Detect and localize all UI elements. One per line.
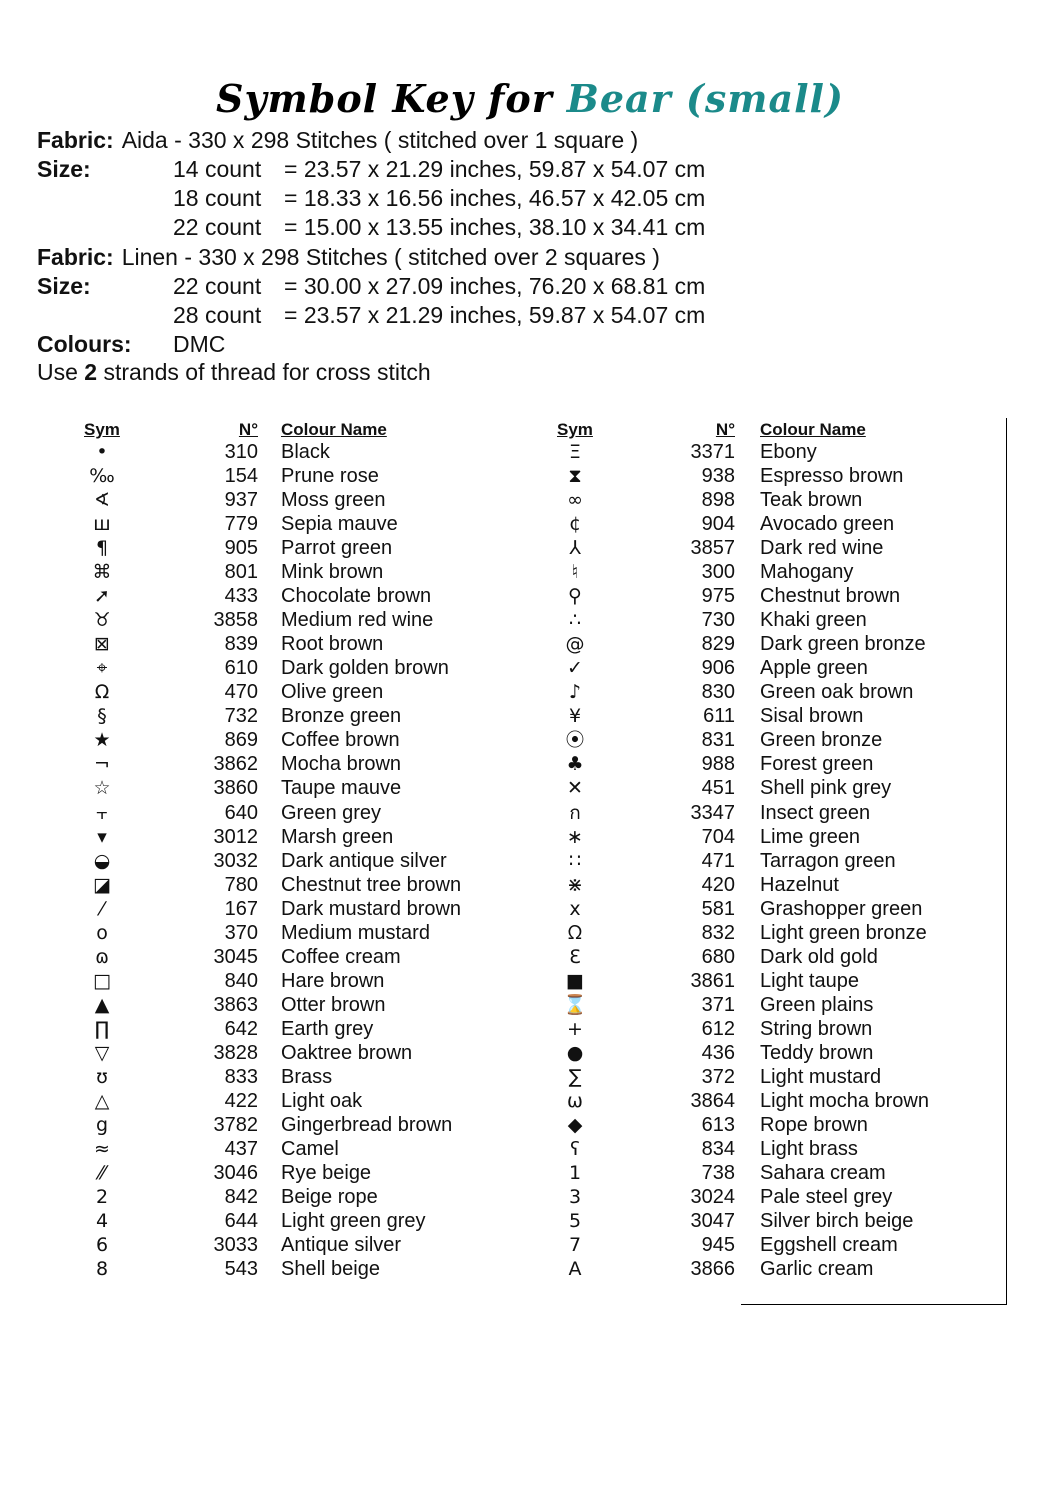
stitch-symbol-icon: ♉ — [93, 609, 111, 632]
stitch-symbol-icon: ⧗ — [568, 465, 582, 487]
colour-name: Root brown — [281, 633, 384, 656]
colour-name: Tarragon green — [760, 849, 896, 872]
colour-name: Green bronze — [760, 729, 883, 752]
dmc-number: 780 — [224, 873, 258, 896]
stitch-symbol-icon: ʕ — [570, 1137, 580, 1160]
colour-name: Dark antique silver — [281, 849, 447, 872]
spec-count: 18 count — [173, 185, 262, 211]
colour-name: Apple green — [760, 657, 868, 680]
dmc-number: 3861 — [690, 969, 735, 992]
stitch-symbol-icon: ✓ — [567, 657, 583, 680]
dmc-number: 829 — [701, 633, 735, 656]
stitch-symbol-icon: ➚ — [94, 585, 110, 608]
stitch-symbol-icon: ¢ — [568, 513, 582, 536]
colour-name: Green oak brown — [760, 681, 914, 704]
colour-name: Light green bronze — [760, 921, 927, 944]
stitch-symbol-icon: ⚲ — [568, 585, 582, 608]
stitch-symbol-icon: g — [95, 1113, 109, 1136]
right-header-num: N° — [715, 420, 735, 439]
dmc-number: 704 — [701, 825, 735, 848]
dmc-number: 988 — [701, 753, 735, 776]
stitch-symbol-icon: ⌘ — [92, 561, 112, 584]
stitch-symbol-icon: ω — [567, 1089, 583, 1112]
dmc-number: 3347 — [690, 801, 735, 824]
stitch-symbol-icon: ∏ — [94, 1017, 110, 1040]
spec-dimensions: = 18.33 x 16.56 inches, 46.57 x 42.05 cm — [284, 185, 706, 211]
colour-name: Green grey — [281, 801, 382, 824]
dmc-number: 3782 — [213, 1113, 258, 1136]
spec-line — [37, 330, 226, 359]
colour-name: Ebony — [760, 441, 817, 463]
dmc-number: 3012 — [213, 825, 258, 848]
dmc-number: 581 — [701, 897, 735, 920]
stitch-symbol-icon: ɷ — [95, 945, 109, 968]
colour-name: Chestnut brown — [760, 585, 901, 608]
dmc-number: 730 — [701, 609, 735, 632]
page-title — [0, 76, 1060, 121]
dmc-number: 470 — [224, 681, 258, 704]
dmc-number: 3046 — [213, 1161, 258, 1184]
dmc-number: 839 — [224, 633, 258, 656]
stitch-symbol-icon: ∴ — [568, 609, 582, 632]
dmc-number: 611 — [703, 705, 735, 728]
colour-name: Prune rose — [281, 465, 379, 487]
dmc-number: 834 — [701, 1137, 735, 1160]
stitch-symbol-icon: ᘯ — [567, 921, 583, 944]
colour-name: Dark old gold — [760, 945, 878, 968]
stitch-symbol-icon: ■ — [566, 969, 584, 992]
stitch-symbol-icon: A — [568, 1258, 582, 1280]
colour-name: Earth grey — [281, 1017, 374, 1040]
colour-name: Sisal brown — [760, 705, 864, 728]
spec-dimensions: = 15.00 x 13.55 inches, 38.10 x 34.41 cm — [284, 214, 706, 240]
colour-name: Camel — [281, 1137, 339, 1160]
spec-text: Linen - 330 x 298 Stitches ( stitched over 2 squares ) — [121, 244, 660, 270]
stitch-symbol-icon: □ — [93, 969, 111, 992]
title-prefix: Symbol Key for — [216, 76, 553, 121]
stitch-symbol-icon: • — [96, 441, 108, 463]
colour-name: Forest green — [760, 753, 874, 776]
colour-name: Silver birch beige — [760, 1210, 914, 1232]
dmc-number: 644 — [224, 1210, 258, 1232]
colour-name: Olive green — [281, 681, 384, 704]
stitch-symbol-icon: 4 — [95, 1210, 109, 1232]
dmc-number: 154 — [224, 465, 258, 487]
spec-text: Aida - 330 x 298 Stitches ( stitched over 1 square ) — [121, 127, 639, 153]
colour-name: Medium red wine — [281, 609, 434, 632]
dmc-number: 3371 — [690, 441, 735, 463]
stitch-symbol-icon: ∑ — [568, 1065, 582, 1088]
dmc-number: 640 — [224, 801, 258, 824]
dmc-number: 167 — [224, 897, 258, 920]
dmc-number: 433 — [224, 585, 258, 608]
dmc-number: 3828 — [213, 1041, 258, 1064]
dmc-number: 830 — [701, 681, 735, 704]
colour-name: Otter brown — [281, 993, 386, 1016]
stitch-symbol-icon: ∷ — [568, 849, 582, 872]
stitch-symbol-icon: ★ — [93, 729, 111, 752]
dmc-number: 3863 — [213, 993, 258, 1016]
stitch-symbol-icon: ▽ — [94, 1041, 110, 1064]
dmc-number: 842 — [224, 1185, 258, 1208]
colour-name: Rye beige — [281, 1161, 372, 1184]
dmc-number: 471 — [701, 849, 735, 872]
spec-label: Fabric: — [37, 244, 114, 270]
stitch-symbol-icon: x — [569, 897, 581, 920]
stitch-symbol-icon: ก — [569, 801, 581, 824]
stitch-symbol-icon: ◒ — [93, 849, 111, 872]
dmc-number: 3024 — [690, 1185, 735, 1208]
colour-name: Marsh green — [281, 825, 394, 848]
dmc-number: 945 — [701, 1234, 735, 1256]
spec-line — [37, 272, 706, 301]
spec-label: Fabric: — [37, 127, 114, 153]
colour-name: Pale steel grey — [760, 1185, 893, 1208]
stitch-symbol-icon: ш — [93, 513, 111, 536]
dmc-number: 732 — [224, 705, 258, 728]
colour-name: Mocha brown — [281, 753, 402, 776]
spec-label: Colours: — [37, 331, 132, 357]
dmc-number: 422 — [224, 1089, 258, 1112]
dmc-number: 370 — [224, 921, 258, 944]
colour-name: Dark mustard brown — [281, 897, 462, 920]
stitch-symbol-icon: ✕ — [567, 777, 583, 800]
colour-name: Dark red wine — [760, 537, 884, 560]
stitch-symbol-icon: ⋇ — [567, 873, 583, 896]
colour-name: Brass — [281, 1065, 333, 1088]
dmc-number: 3866 — [690, 1258, 735, 1280]
colour-name: Light mocha brown — [760, 1089, 929, 1112]
colour-name: Parrot green — [281, 537, 393, 560]
dmc-number: 612 — [701, 1017, 735, 1040]
stitch-symbol-icon: ▲ — [94, 993, 110, 1016]
dmc-number: 938 — [701, 465, 735, 487]
colour-name: Light brass — [760, 1137, 858, 1160]
dmc-number: 372 — [701, 1065, 735, 1088]
spec-line — [37, 243, 660, 272]
colour-name: Shell pink grey — [760, 777, 892, 800]
stitch-symbol-icon: △ — [94, 1089, 110, 1112]
colour-name: Teddy brown — [760, 1041, 874, 1064]
stitch-symbol-icon: 3 — [568, 1185, 582, 1208]
stitch-symbol-icon: ⌛ — [563, 993, 587, 1016]
colour-name: Garlic cream — [760, 1258, 874, 1280]
dmc-number: 905 — [224, 537, 258, 560]
colour-name: Eggshell cream — [760, 1234, 898, 1256]
colour-name: Dark golden brown — [281, 657, 449, 680]
colour-name: Light oak — [281, 1089, 363, 1112]
colour-name: Chestnut tree brown — [281, 873, 462, 896]
stitch-symbol-icon: ¥ — [568, 705, 582, 728]
spec-count: DMC — [173, 331, 226, 357]
colour-name: Hazelnut — [760, 873, 839, 896]
colour-name: Light green grey — [281, 1210, 426, 1232]
dmc-number: 300 — [701, 561, 735, 584]
colour-name: Medium mustard — [281, 921, 430, 944]
title-pattern-name: Bear (small) — [566, 76, 844, 121]
dmc-number: 371 — [701, 993, 735, 1016]
right-header-name: Colour Name — [760, 420, 866, 439]
colour-name: Teak brown — [760, 489, 863, 512]
stitch-symbol-icon: ‰ — [89, 465, 115, 487]
colour-name: Avocado green — [760, 513, 895, 536]
dmc-number: 3033 — [213, 1234, 258, 1256]
dmc-number: 451 — [701, 777, 735, 800]
stitch-symbol-icon: 6 — [95, 1234, 109, 1256]
stitch-symbol-icon: ♮ — [571, 561, 579, 584]
strands-note — [37, 358, 431, 387]
table-bottom-border — [741, 1304, 1007, 1305]
stitch-symbol-icon: ⅄ — [569, 537, 581, 560]
left-header-sym: Sym — [84, 420, 120, 439]
stitch-symbol-icon: 1 — [568, 1161, 582, 1184]
stitch-symbol-icon: ⫟ — [96, 801, 108, 824]
stitch-symbol-icon: ◆ — [567, 1113, 583, 1136]
colour-name: Espresso brown — [760, 465, 904, 487]
stitch-symbol-icon: ¶ — [95, 537, 109, 560]
colour-name: Dark green bronze — [760, 633, 926, 656]
stitch-symbol-icon: ⌖ — [96, 657, 108, 680]
colour-name: Light mustard — [760, 1065, 882, 1088]
colour-name: Grashopper green — [760, 897, 923, 920]
colour-name: Moss green — [281, 489, 386, 512]
dmc-number: 3045 — [213, 945, 258, 968]
stitch-symbol-icon: ♪ — [568, 681, 582, 704]
stitch-symbol-icon: ⦿ — [565, 729, 585, 752]
stitch-symbol-icon: o — [96, 921, 108, 944]
strands-pre: Use — [37, 359, 85, 385]
colour-name: Light taupe — [760, 969, 859, 992]
dmc-number: 543 — [224, 1258, 258, 1280]
stitch-symbol-icon: ∞ — [567, 489, 583, 512]
dmc-number: 898 — [701, 489, 735, 512]
dmc-number: 613 — [701, 1113, 735, 1136]
right-header-sym: Sym — [557, 420, 593, 439]
colour-name: Sahara cream — [760, 1161, 886, 1184]
strands-count: 2 — [84, 359, 98, 385]
colour-name: Black — [281, 441, 330, 463]
stitch-symbol-icon: ∢ — [94, 489, 110, 512]
spec-count: 28 count — [173, 302, 262, 328]
dmc-number: 801 — [224, 561, 258, 584]
stitch-symbol-icon: ⁄⁄ — [98, 1161, 106, 1184]
dmc-number: 610 — [224, 657, 258, 680]
colour-name: Mink brown — [281, 561, 384, 584]
colour-name: String brown — [760, 1017, 873, 1040]
colour-name: Shell beige — [281, 1258, 380, 1280]
colour-name: Hare brown — [281, 969, 385, 992]
dmc-number: 975 — [701, 585, 735, 608]
dmc-number: 779 — [224, 513, 258, 536]
colour-name: Bronze green — [281, 705, 402, 728]
spec-dimensions: = 23.57 x 21.29 inches, 59.87 x 54.07 cm — [284, 156, 706, 182]
stitch-symbol-icon: ⁄ — [100, 897, 104, 920]
dmc-number: 642 — [224, 1017, 258, 1040]
spec-line — [37, 155, 706, 184]
dmc-number: 437 — [224, 1137, 258, 1160]
dmc-number: 3864 — [690, 1089, 735, 1112]
colour-name: Coffee cream — [281, 945, 401, 968]
stitch-symbol-icon: ● — [566, 1041, 584, 1064]
stitch-symbol-icon: ☆ — [93, 777, 111, 800]
stitch-symbol-icon: ≈ — [94, 1137, 110, 1160]
dmc-number: 832 — [701, 921, 735, 944]
spec-label: Size: — [37, 273, 91, 299]
colour-name: Oaktree brown — [281, 1041, 413, 1064]
dmc-number: 680 — [701, 945, 735, 968]
spec-line — [37, 126, 638, 155]
stitch-symbol-icon: ◪ — [93, 873, 111, 896]
dmc-number: 420 — [701, 873, 735, 896]
stitch-symbol-icon: Ω — [94, 681, 110, 704]
colour-name: Lime green — [760, 825, 861, 848]
dmc-number: 3032 — [213, 849, 258, 872]
spec-label: Size: — [37, 156, 91, 182]
colour-name: Khaki green — [760, 609, 867, 632]
stitch-symbol-icon: 7 — [568, 1234, 582, 1256]
dmc-number: 906 — [701, 657, 735, 680]
dmc-number: 738 — [701, 1161, 735, 1184]
spec-count: 22 count — [173, 273, 262, 299]
dmc-number: 3047 — [690, 1210, 735, 1232]
spec-count: 14 count — [173, 156, 262, 182]
dmc-number: 436 — [701, 1041, 735, 1064]
stitch-symbol-icon: ∗ — [567, 825, 583, 848]
stitch-symbol-icon: @ — [565, 633, 585, 656]
stitch-symbol-icon: ¬ — [94, 753, 110, 776]
dmc-number: 840 — [224, 969, 258, 992]
spec-dimensions: = 23.57 x 21.29 inches, 59.87 x 54.07 cm — [284, 302, 706, 328]
left-header-name: Colour Name — [281, 420, 387, 439]
table-right-border — [1006, 418, 1007, 1304]
stitch-symbol-icon: ʊ — [96, 1065, 108, 1088]
dmc-number: 3857 — [690, 537, 735, 560]
spec-dimensions: = 30.00 x 27.09 inches, 76.20 x 68.81 cm — [284, 273, 706, 299]
colour-name: Sepia mauve — [281, 513, 398, 536]
stitch-symbol-icon: ⊠ — [94, 633, 110, 656]
left-header-num: N° — [238, 420, 258, 439]
colour-name: Antique silver — [281, 1234, 402, 1256]
dmc-number: 3858 — [213, 609, 258, 632]
dmc-number: 3862 — [213, 753, 258, 776]
colour-name: Rope brown — [760, 1113, 868, 1136]
stitch-symbol-icon: § — [97, 705, 107, 728]
dmc-number: 310 — [224, 441, 258, 463]
spec-count: 22 count — [173, 214, 262, 240]
colour-name: Taupe mauve — [281, 777, 402, 800]
stitch-symbol-icon: Ξ — [568, 441, 581, 463]
dmc-number: 3860 — [213, 777, 258, 800]
dmc-number: 831 — [701, 729, 735, 752]
colour-name: Chocolate brown — [281, 585, 432, 608]
stitch-symbol-icon: ▾ — [97, 825, 107, 848]
colour-name: Mahogany — [760, 561, 854, 584]
stitch-symbol-icon: + — [567, 1017, 583, 1040]
colour-name: Insect green — [760, 801, 871, 824]
dmc-number: 904 — [701, 513, 735, 536]
colour-name: Beige rope — [281, 1185, 378, 1208]
dmc-number: 833 — [224, 1065, 258, 1088]
stitch-symbol-icon: 2 — [95, 1185, 109, 1208]
stitch-symbol-icon: 8 — [95, 1258, 109, 1280]
stitch-symbol-icon: 5 — [568, 1210, 582, 1232]
stitch-symbol-icon: ♣ — [566, 753, 584, 776]
stitch-symbol-icon: Ɛ — [569, 945, 581, 968]
colour-name: Gingerbread brown — [281, 1113, 453, 1136]
colour-name: Coffee brown — [281, 729, 400, 752]
colour-name: Green plains — [760, 993, 874, 1016]
dmc-number: 869 — [224, 729, 258, 752]
dmc-number: 937 — [224, 489, 258, 512]
strands-post: strands of thread for cross stitch — [97, 359, 431, 385]
